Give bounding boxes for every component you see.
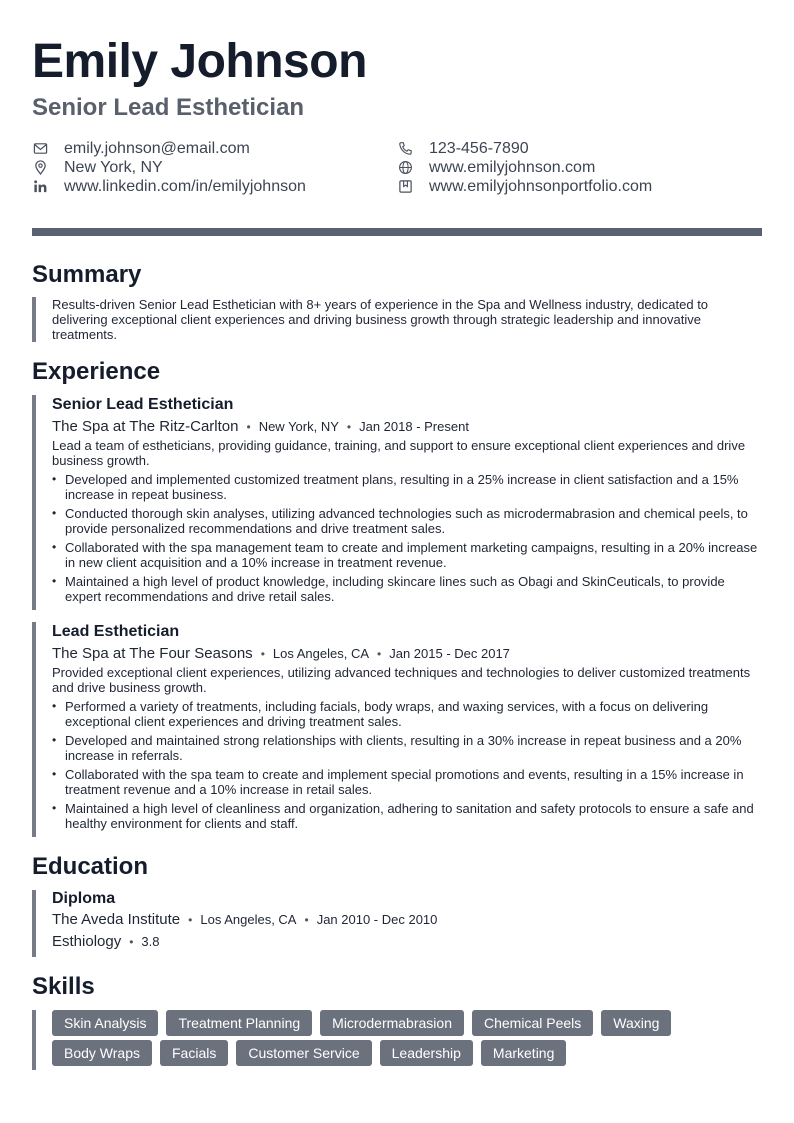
education-accent-bar xyxy=(32,890,36,957)
list-item: • Developed and implemented customized treatment plans, resulting in a 25% increase in client satisfaction and a 15% increase in repeat business. xyxy=(52,472,762,502)
list-item: • Developed and maintained strong relationships with clients, resulting in a 30% increase in repeat business and a 20% increase in referrals. xyxy=(52,733,762,763)
contact-location xyxy=(32,158,163,177)
experience-location: Los Angeles, CA xyxy=(272,646,370,661)
skill-chip: Chemical Peels xyxy=(472,1010,593,1036)
summary-accent-bar xyxy=(32,297,36,342)
section-heading-summary: Summary xyxy=(32,261,142,288)
experience-description: Lead a team of estheticians, providing guidance, training, and support to ensure exceptional client experiences and drive business growth. xyxy=(52,438,746,468)
experience-meta xyxy=(52,644,762,664)
summary-text: Results-driven Senior Lead Esthetician with 8+ years of experience in the Spa and Wellness industry, dedicated to delivering exceptional client experiences and driving business growth through strategic leadership and innovative treatments. xyxy=(52,297,709,342)
education-meta xyxy=(52,909,762,931)
education-gpa: 3.8 xyxy=(141,934,160,949)
experience-title: Lead Esthetician xyxy=(52,623,180,640)
skill-chip: Treatment Planning xyxy=(166,1010,312,1036)
skill-chip: Facials xyxy=(160,1040,228,1066)
experience-entry xyxy=(52,622,762,835)
skills-accent-bar xyxy=(32,1010,36,1070)
envelope-icon xyxy=(32,141,48,157)
location-text: New York, NY xyxy=(64,158,163,176)
list-item: • Collaborated with the spa team to create and implement special promotions and events, resulting in a 15% increase in treatment revenue and a 10% increase in retail sales. xyxy=(52,767,762,797)
skill-chip: Customer Service xyxy=(236,1040,371,1066)
meta-separator: • xyxy=(346,420,352,434)
contact-website[interactable] xyxy=(397,158,595,177)
job-title: Senior Lead Esthetician xyxy=(32,94,305,121)
email-text: emily.johnson@email.com xyxy=(64,139,250,157)
list-item: • Maintained a high level of product knowledge, including skincare lines such as Obagi and SkinCeuticals, to provide expert recommendations and drive retail sales. xyxy=(52,574,762,604)
meta-separator: • xyxy=(377,647,382,661)
experience-dates: Jan 2018 - Present xyxy=(359,419,469,434)
contact-email[interactable] xyxy=(32,139,250,158)
education-degree: Diploma xyxy=(52,890,116,907)
meta-separator: • xyxy=(188,913,193,927)
skill-chip: Leadership xyxy=(380,1040,473,1066)
list-item: • Collaborated with the spa management team to create and implement marketing campaigns, resulting in a 20% increase in new client acquisition and a 10% increase in treatment revenue. xyxy=(52,540,762,570)
experience-company: The Spa at The Four Seasons xyxy=(52,645,253,662)
experience-entry xyxy=(52,395,762,608)
skill-chip: Body Wraps xyxy=(52,1040,152,1066)
header-divider xyxy=(32,228,762,236)
contact-phone[interactable] xyxy=(397,139,529,158)
meta-separator: • xyxy=(129,935,134,949)
skill-chip: Waxing xyxy=(601,1010,671,1036)
skill-chip: Skin Analysis xyxy=(52,1010,158,1036)
meta-separator: • xyxy=(260,647,265,661)
education-field-line xyxy=(52,931,762,953)
linkedin-text: www.linkedin.com/in/emilyjohnson xyxy=(64,177,306,195)
list-item: • Maintained a high level of cleanliness and organization, adhering to sanitation and safety protocols to ensure a safe and healthy environment for clients and staff. xyxy=(52,801,762,831)
skill-chip: Microdermabrasion xyxy=(320,1010,464,1036)
experience-accent-bar xyxy=(32,395,36,610)
list-item: • Conducted thorough skin analyses, utilizing advanced technologies such as microdermabrasion and chemical peels, to provide personalized recommendations and drive treatment sales. xyxy=(52,506,762,536)
section-heading-experience: Experience xyxy=(32,358,161,385)
education-dates: Jan 2010 - Dec 2010 xyxy=(316,912,438,927)
contact-linkedin[interactable] xyxy=(32,177,306,196)
location-pin-icon xyxy=(32,160,48,176)
contact-portfolio[interactable] xyxy=(397,177,652,196)
section-heading-skills: Skills xyxy=(32,973,95,1000)
experience-bullets xyxy=(52,472,762,604)
experience-company: The Spa at The Ritz-Carlton xyxy=(52,418,239,435)
education-entry xyxy=(52,889,762,953)
experience-meta xyxy=(52,417,762,437)
meta-separator: • xyxy=(304,913,309,927)
website-text: www.emilyjohnson.com xyxy=(429,158,596,176)
experience-title: Senior Lead Esthetician xyxy=(52,396,234,413)
section-heading-education: Education xyxy=(32,853,149,880)
experience-bullets xyxy=(52,699,762,831)
contact-info xyxy=(32,139,762,199)
candidate-name: Emily Johnson xyxy=(32,35,367,88)
portfolio-book-icon xyxy=(397,179,413,195)
phone-icon xyxy=(397,141,413,157)
skills-list xyxy=(52,1010,762,1070)
meta-separator: • xyxy=(246,420,251,434)
phone-text: 123-456-7890 xyxy=(429,139,529,157)
list-item: • Performed a variety of treatments, including facials, body wraps, and waxing services, with a focus on delivering exceptional client experiences and driving treatment sales. xyxy=(52,699,762,729)
skill-chip: Marketing xyxy=(481,1040,566,1066)
experience-description: Provided exceptional client experiences, utilizing advanced techniques and technologies to deliver customized treatments and drive business growth. xyxy=(52,665,751,695)
portfolio-text: www.emilyjohnsonportfolio.com xyxy=(429,177,653,195)
globe-icon xyxy=(397,160,413,176)
education-location: Los Angeles, CA xyxy=(200,912,297,927)
education-school: The Aveda Institute xyxy=(52,911,181,928)
experience-accent-bar xyxy=(32,622,36,837)
education-field: Esthiology xyxy=(52,933,122,950)
experience-location: New York, NY xyxy=(258,419,339,434)
linkedin-icon xyxy=(32,179,48,195)
experience-dates: Jan 2015 - Dec 2017 xyxy=(389,646,510,661)
